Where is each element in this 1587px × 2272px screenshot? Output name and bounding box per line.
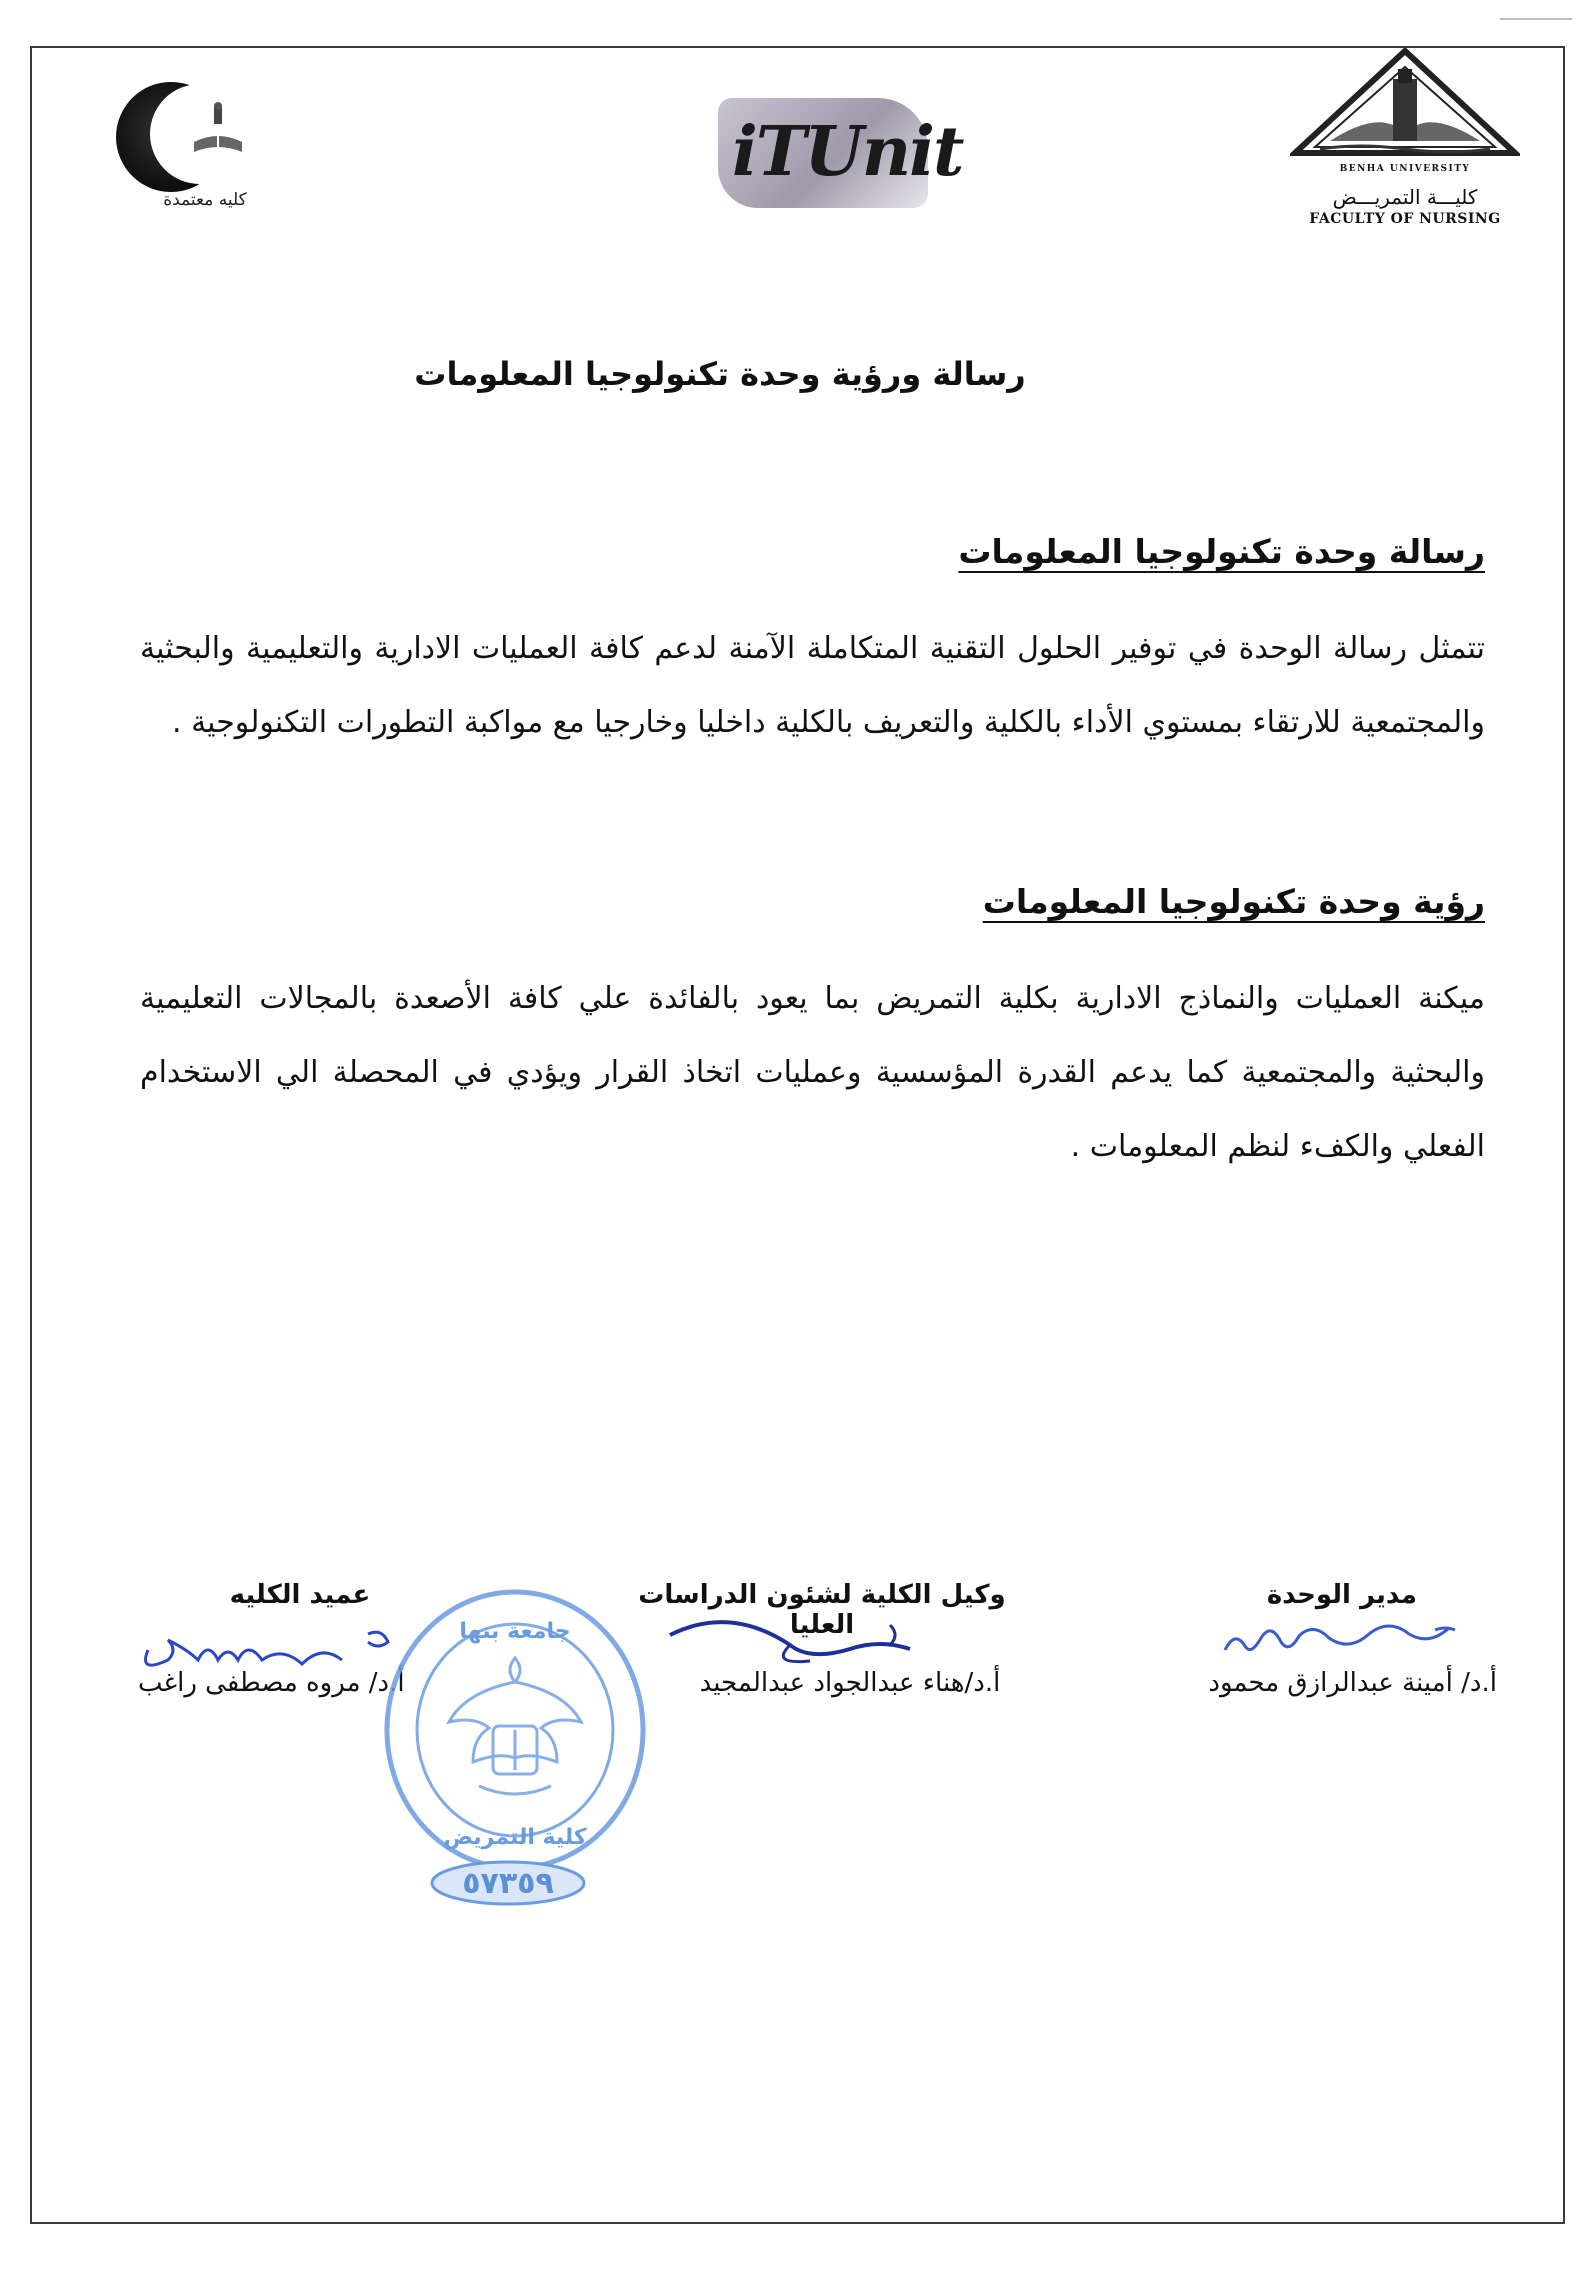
- handwritten-signature-dean: [128, 1620, 408, 1680]
- mission-heading: رسالة وحدة تكنولوجيا المعلومات: [958, 532, 1485, 571]
- handwritten-signature-director: [1215, 1610, 1475, 1670]
- signature-dean: [210, 1580, 390, 1610]
- scan-edge-line: [1500, 18, 1572, 20]
- accreditation-logo: [110, 72, 270, 222]
- vision-body: ميكنة العمليات والنماذج الادارية بكلية التمريض بما يعود بالفائدة علي كافة الأصعدة بالمجالات التعليمية والبحثية والمجتمعية كما يدعم القدرة المؤسسية وعمليات اتخاذ القرار ويؤدي في المحصلة الي الاستخدام الفعلي والكفء لنظم المعلومات .: [140, 981, 1485, 1164]
- signature-vice-dean-name: أ.د/هناء عبدالجواد عبدالمجيد: [699, 1668, 1001, 1698]
- benha-university-emblem-icon: [1290, 45, 1520, 185]
- document-title: رسالة ورؤية وحدة تكنولوجيا المعلومات: [414, 355, 1026, 393]
- signature-title: مدير الوحدة: [1266, 1580, 1417, 1610]
- signature-unit-director: [1267, 1580, 1417, 1610]
- it-unit-logo: [718, 98, 963, 208]
- signature-title: عميد الكليه: [229, 1580, 371, 1610]
- svg-text:جامعة بنها: جامعة بنها: [459, 1619, 571, 1644]
- official-seal-stamp: [375, 1580, 655, 1880]
- accreditation-caption: كليه معتمدة: [163, 190, 247, 210]
- svg-text:كلية التمريض: كلية التمريض: [443, 1825, 587, 1850]
- stamp-serial-number: ٥٧٣٥٩: [462, 1866, 554, 1901]
- faculty-name-arabic: كليـــة التمريـــض: [1332, 185, 1478, 209]
- vision-heading: رؤية وحدة تكنولوجيا المعلومات: [982, 882, 1485, 921]
- svg-text:BENHA UNIVERSITY: BENHA UNIVERSITY: [1339, 164, 1471, 174]
- it-unit-wordmark: iTUnit: [732, 112, 963, 192]
- signature-title: وكيل الكلية لشئون الدراسات العليا: [638, 1580, 1006, 1640]
- handwritten-signature-vice-dean: [660, 1605, 940, 1685]
- book-lamp-icon: [188, 102, 248, 162]
- signature-dean-name: أ.د/ مروه مصطفى راغب: [138, 1668, 405, 1698]
- mission-body: تتمثل رسالة الوحدة في توفير الحلول التقنية المتكاملة الآمنة لدعم كافة العمليات الادارية والتعليمية والبحثية والمجتمعية للارتقاء بمستوي الأداء بالكلية والتعريف بالكلية داخليا وخارجيا مع مواكبة التطورات التكنولوجية .: [140, 631, 1485, 740]
- faculty-logo: [1290, 45, 1520, 230]
- signature-unit-director-name: أ.د/ أمينة عبدالرازق محمود: [1208, 1668, 1497, 1698]
- faculty-name-english: FACULTY OF NURSING: [1309, 211, 1501, 227]
